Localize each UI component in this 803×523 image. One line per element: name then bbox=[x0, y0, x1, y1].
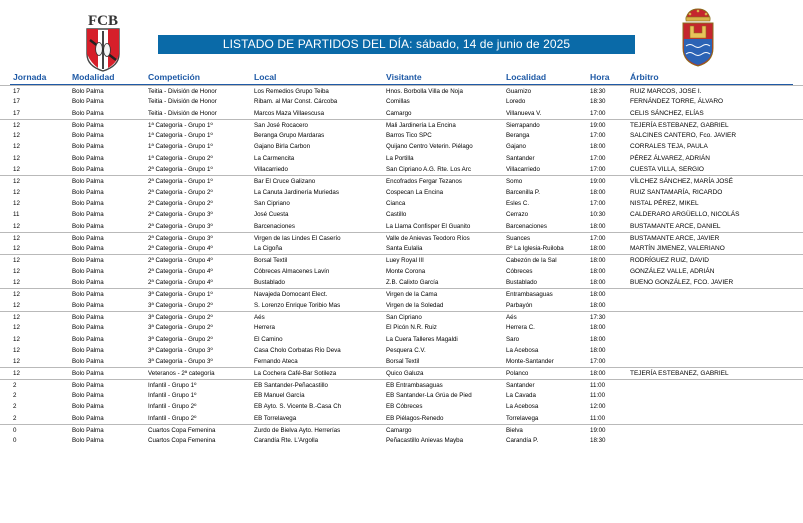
competicion-cell: 2ª Categoría - Grupo 4º bbox=[148, 245, 213, 253]
arbitro-cell: SALCINES CANTERO, Fco. JAVIER bbox=[630, 132, 737, 140]
jornada-cell: 12 bbox=[13, 324, 20, 332]
visitor-team-cell: Luey Royal III bbox=[386, 257, 424, 265]
fcb-logo bbox=[78, 10, 128, 72]
table-row bbox=[0, 345, 803, 356]
hora-cell: 18:00 bbox=[590, 335, 606, 343]
localidad-cell: Sierrapando bbox=[506, 121, 540, 129]
competicion-cell: Infantil - Grupo 2º bbox=[148, 414, 197, 422]
arbitro-cell: TEJERÍA ESTEBANEZ, GABRIEL bbox=[630, 370, 729, 378]
modalidad-cell: Bolo Palma bbox=[72, 335, 104, 343]
localidad-cell: Carandía P. bbox=[506, 437, 539, 445]
localidad-cell: Torrelavega bbox=[506, 414, 539, 422]
hora-cell: 18:00 bbox=[590, 143, 606, 151]
jornada-cell: 12 bbox=[13, 178, 20, 186]
hora-cell: 18:30 bbox=[590, 98, 606, 106]
hora-cell: 11:00 bbox=[590, 381, 606, 389]
hora-cell: 18:00 bbox=[590, 279, 606, 287]
localidad-cell: Villanueva V. bbox=[506, 109, 542, 117]
arbitro-cell: PÉREZ ÁLVAREZ, ADRIÁN bbox=[630, 154, 710, 162]
localidad-cell: Herrera C. bbox=[506, 324, 535, 332]
localidad-cell: Saro bbox=[506, 335, 520, 343]
table-row bbox=[0, 334, 803, 345]
jornada-cell: 12 bbox=[13, 188, 20, 196]
hora-cell: 18:00 bbox=[590, 324, 606, 332]
table-row bbox=[0, 187, 803, 198]
table-row bbox=[0, 130, 803, 141]
table-row bbox=[0, 300, 803, 311]
competicion-cell: Cuartos Copa Femenina bbox=[148, 426, 216, 434]
jornada-cell: 2 bbox=[13, 381, 17, 389]
hora-cell: 17:00 bbox=[590, 199, 606, 207]
table-row bbox=[0, 221, 803, 232]
local-team-cell: Fernando Ateca bbox=[254, 358, 298, 366]
table-row bbox=[0, 277, 803, 288]
header-arbitro: Árbitro bbox=[630, 72, 659, 82]
modalidad-cell: Bolo Palma bbox=[72, 346, 104, 354]
visitor-team-cell: Mali Jardinería La Encina bbox=[386, 121, 456, 129]
localidad-cell: Monte-Santander bbox=[506, 358, 554, 366]
visitor-team-cell: Castillo bbox=[386, 211, 407, 219]
competicion-cell: 1ª Categoría - Grupo 1º bbox=[148, 143, 213, 151]
modalidad-cell: Bolo Palma bbox=[72, 392, 104, 400]
hora-cell: 10:30 bbox=[590, 211, 606, 219]
local-team-cell: La Carmencita bbox=[254, 154, 295, 162]
competicion-cell: Infantil - Grupo 1º bbox=[148, 381, 197, 389]
jornada-cell: 12 bbox=[13, 313, 20, 321]
competicion-cell: 3ª Categoría - Grupo 1º bbox=[148, 291, 213, 299]
hora-cell: 19:00 bbox=[590, 121, 606, 129]
table-row bbox=[0, 85, 803, 96]
matches-table bbox=[0, 85, 803, 447]
visitor-team-cell: Santa Eulalia bbox=[386, 245, 423, 253]
local-team-cell: Barcenaciones bbox=[254, 222, 295, 230]
header-hora: Hora bbox=[590, 72, 610, 82]
localidad-cell: Guarnizo bbox=[506, 88, 532, 95]
arbitro-cell: RODRÍGUEZ RUIZ, DAVID bbox=[630, 257, 709, 265]
table-row bbox=[0, 175, 803, 186]
competicion-cell: 2ª Categoría - Grupo 3º bbox=[148, 222, 213, 230]
local-team-cell: Bustablado bbox=[254, 279, 285, 287]
hora-cell: 18:30 bbox=[590, 88, 606, 95]
visitor-team-cell: San Cipriano A.G. Rte. Los Arc bbox=[386, 166, 471, 174]
localidad-cell: La Acebosa bbox=[506, 346, 539, 354]
local-team-cell: EB Torrelavega bbox=[254, 414, 297, 422]
table-row bbox=[0, 232, 803, 243]
table-row bbox=[0, 379, 803, 390]
competicion-cell: 2ª Categoría - Grupo 1º bbox=[148, 166, 213, 174]
competicion-cell: 2ª Categoría - Grupo 3º bbox=[148, 234, 213, 242]
header-local: Local bbox=[254, 72, 277, 82]
jornada-cell: 12 bbox=[13, 291, 20, 299]
table-row bbox=[0, 266, 803, 277]
competicion-cell: 2ª Categoría - Grupo 2º bbox=[148, 199, 213, 207]
modalidad-cell: Bolo Palma bbox=[72, 381, 104, 389]
modalidad-cell: Bolo Palma bbox=[72, 222, 104, 230]
modalidad-cell: Bolo Palma bbox=[72, 267, 104, 275]
visitor-team-cell: Z.B. Calixto García bbox=[386, 279, 439, 287]
modalidad-cell: Bolo Palma bbox=[72, 132, 104, 140]
hora-cell: 11:00 bbox=[590, 414, 606, 422]
competicion-cell: Infantil - Grupo 2º bbox=[148, 403, 197, 411]
visitor-team-cell: La Portilla bbox=[386, 154, 414, 162]
local-team-cell: Navajeda Domocant Elect. bbox=[254, 291, 328, 299]
table-row bbox=[0, 288, 803, 299]
jornada-cell: 12 bbox=[13, 279, 20, 287]
arbitro-cell: BUENO GONZÁLEZ, FCO. JAVIER bbox=[630, 279, 734, 287]
local-team-cell: Virgen de las Lindes El Caserío bbox=[254, 234, 341, 242]
modalidad-cell: Bolo Palma bbox=[72, 370, 104, 378]
table-row bbox=[0, 108, 803, 119]
competicion-cell: 1ª Categoría - Grupo 1º bbox=[148, 121, 213, 129]
competicion-cell: 3ª Categoría - Grupo 2º bbox=[148, 324, 213, 332]
table-row bbox=[0, 164, 803, 175]
jornada-cell: 12 bbox=[13, 335, 20, 343]
arbitro-cell: FERNÁNDEZ TORRE, ÁLVARO bbox=[630, 98, 724, 106]
localidad-cell: Entrambasaguas bbox=[506, 291, 553, 299]
jornada-cell: 12 bbox=[13, 222, 20, 230]
localidad-cell: La Acebosa bbox=[506, 403, 539, 411]
local-team-cell: José Cuesta bbox=[254, 211, 289, 219]
table-row bbox=[0, 413, 803, 424]
table-row bbox=[0, 243, 803, 254]
modalidad-cell: Bolo Palma bbox=[72, 234, 104, 242]
localidad-cell: Cabezón de la Sal bbox=[506, 257, 557, 265]
localidad-cell: Barcenaciones bbox=[506, 222, 547, 230]
visitor-team-cell: Borsal Textil bbox=[386, 358, 420, 366]
jornada-cell: 2 bbox=[13, 414, 17, 422]
local-team-cell: Zurdo de Bielva Ayto. Herrerías bbox=[254, 426, 341, 434]
competicion-cell: 1ª Categoría - Grupo 2º bbox=[148, 154, 213, 162]
localidad-cell: Santander bbox=[506, 154, 535, 162]
local-team-cell: Villacarriedo bbox=[254, 166, 288, 174]
local-team-cell: La Cochera Café-Bar Sotileza bbox=[254, 370, 337, 378]
visitor-team-cell: Camargo bbox=[386, 109, 412, 117]
arbitro-cell: CALDERARO ARGÜELLO, NICOLÁS bbox=[630, 211, 740, 219]
table-row bbox=[0, 198, 803, 209]
hora-cell: 18:00 bbox=[590, 346, 606, 354]
local-team-cell: EB Santander-Peñacastillo bbox=[254, 381, 328, 389]
visitor-team-cell: San Cipriano bbox=[386, 313, 422, 321]
hora-cell: 18:00 bbox=[590, 267, 606, 275]
table-row bbox=[0, 96, 803, 107]
jornada-cell: 12 bbox=[13, 132, 20, 140]
header-visitante: Visitante bbox=[386, 72, 422, 82]
visitor-team-cell: Virgen de la Soledad bbox=[386, 301, 444, 309]
visitor-team-cell: Hnos. Borbolla Villa de Noja bbox=[386, 88, 463, 95]
modalidad-cell: Bolo Palma bbox=[72, 291, 104, 299]
jornada-cell: 0 bbox=[13, 426, 17, 434]
jornada-cell: 12 bbox=[13, 143, 20, 151]
table-row bbox=[0, 356, 803, 367]
local-team-cell: Aés bbox=[254, 313, 265, 321]
table-row bbox=[0, 401, 803, 412]
modalidad-cell: Bolo Palma bbox=[72, 154, 104, 162]
localidad-cell: Cóbreces bbox=[506, 267, 533, 275]
local-team-cell: Marcos Maza Villaescusa bbox=[254, 109, 325, 117]
local-team-cell: La Canuta Jardinería Muriedas bbox=[254, 188, 339, 196]
hora-cell: 18:00 bbox=[590, 257, 606, 265]
modalidad-cell: Bolo Palma bbox=[72, 166, 104, 174]
localidad-cell: Santander bbox=[506, 381, 535, 389]
arbitro-cell: MARTÍN JIMENEZ, VALERIANO bbox=[630, 245, 725, 253]
arbitro-cell: CELIS SÁNCHEZ, ELÍAS bbox=[630, 109, 704, 117]
visitor-team-cell: Quijano Centro Veterin. Piélago bbox=[386, 143, 473, 151]
competicion-cell: Veteranos - 2ª categoría bbox=[148, 370, 215, 378]
hora-cell: 18:00 bbox=[590, 301, 606, 309]
visitor-team-cell: Monte Corona bbox=[386, 267, 426, 275]
hora-cell: 18:00 bbox=[590, 245, 606, 253]
hora-cell: 18:00 bbox=[590, 291, 606, 299]
header-jornada: Jornada bbox=[13, 72, 47, 82]
hora-cell: 19:00 bbox=[590, 178, 606, 186]
table-row bbox=[0, 424, 803, 435]
localidad-cell: Cerrazo bbox=[506, 211, 529, 219]
modalidad-cell: Bolo Palma bbox=[72, 403, 104, 411]
table-row bbox=[0, 209, 803, 220]
modalidad-cell: Bolo Palma bbox=[72, 358, 104, 366]
competicion-cell: 3ª Categoría - Grupo 2º bbox=[148, 313, 213, 321]
localidad-cell: Polanco bbox=[506, 370, 529, 378]
modalidad-cell: Bolo Palma bbox=[72, 121, 104, 129]
competicion-cell: 2ª Categoría - Grupo 1º bbox=[148, 178, 213, 186]
modalidad-cell: Bolo Palma bbox=[72, 188, 104, 196]
localidad-cell: Bielva bbox=[506, 426, 523, 434]
arbitro-cell: BUSTAMANTE ARCE, JAVIER bbox=[630, 234, 720, 242]
local-team-cell: EB Manuel García bbox=[254, 392, 305, 400]
local-team-cell: San José Rocacero bbox=[254, 121, 308, 129]
page-title: LISTADO DE PARTIDOS DEL DÍA: sábado, 14 de junio de 2025 bbox=[158, 35, 635, 54]
visitor-team-cell: EB Piélagos-Renedo bbox=[386, 414, 444, 422]
modalidad-cell: Bolo Palma bbox=[72, 426, 104, 434]
hora-cell: 17:30 bbox=[590, 313, 606, 321]
arbitro-cell: BUSTAMANTE ARCE, DANIEL bbox=[630, 222, 721, 230]
jornada-cell: 0 bbox=[13, 437, 17, 445]
table-row bbox=[0, 119, 803, 130]
jornada-cell: 12 bbox=[13, 121, 20, 129]
visitor-team-cell: La Llama Confisper El Guanito bbox=[386, 222, 471, 230]
modalidad-cell: Bolo Palma bbox=[72, 143, 104, 151]
local-team-cell: Herrera bbox=[254, 324, 275, 332]
local-team-cell: Carandía Rte. L'Argolla bbox=[254, 437, 319, 445]
table-row bbox=[0, 367, 803, 378]
table-row bbox=[0, 435, 803, 446]
competicion-cell: 3ª Categoría - Grupo 3º bbox=[148, 358, 213, 366]
visitor-team-cell: Cianca bbox=[386, 199, 406, 207]
localidad-cell: Gajano bbox=[506, 143, 526, 151]
coat-of-arms-icon bbox=[678, 6, 718, 68]
jornada-cell: 12 bbox=[13, 234, 20, 242]
localidad-cell: Loredo bbox=[506, 98, 526, 106]
jornada-cell: 12 bbox=[13, 154, 20, 162]
hora-cell: 17:00 bbox=[590, 109, 606, 117]
modalidad-cell: Bolo Palma bbox=[72, 199, 104, 207]
hora-cell: 18:30 bbox=[590, 437, 606, 445]
jornada-cell: 17 bbox=[13, 88, 20, 95]
hora-cell: 17:00 bbox=[590, 234, 606, 242]
local-team-cell: Bar El Cruce Galizano bbox=[254, 178, 316, 186]
modalidad-cell: Bolo Palma bbox=[72, 178, 104, 186]
jornada-cell: 12 bbox=[13, 301, 20, 309]
modalidad-cell: Bolo Palma bbox=[72, 301, 104, 309]
table-row bbox=[0, 254, 803, 265]
modalidad-cell: Bolo Palma bbox=[72, 98, 104, 106]
jornada-cell: 12 bbox=[13, 166, 20, 174]
hora-cell: 17:00 bbox=[590, 132, 606, 140]
visitor-team-cell: Valle de Anievas Teodoro Ríos bbox=[386, 234, 470, 242]
visitor-team-cell: Cospecan La Encina bbox=[386, 188, 444, 196]
arbitro-cell: CORRALES TEJA, PAULA bbox=[630, 143, 708, 151]
visitor-team-cell: Barros Tico SPC bbox=[386, 132, 432, 140]
hora-cell: 19:00 bbox=[590, 426, 606, 434]
competicion-cell: Teitia - División de Honor bbox=[148, 98, 217, 106]
competicion-cell: 3ª Categoría - Grupo 3º bbox=[148, 346, 213, 354]
local-team-cell: Los Remedios Grupo Teiba bbox=[254, 88, 329, 95]
local-team-cell: S. Lorenzo Enrique Toribio Mas bbox=[254, 301, 341, 309]
competicion-cell: Teitia - División de Honor bbox=[148, 109, 217, 117]
competicion-cell: 2ª Categoría - Grupo 4º bbox=[148, 257, 213, 265]
localidad-cell: Bustablado bbox=[506, 279, 537, 287]
local-team-cell: Cóbreces Almacenes Lavín bbox=[254, 267, 330, 275]
table-row bbox=[0, 311, 803, 322]
local-team-cell: EB Ayto. S. Vicente B.-Casa Ch bbox=[254, 403, 342, 411]
local-team-cell: El Camino bbox=[254, 335, 283, 343]
localidad-cell: Esles C. bbox=[506, 199, 530, 207]
jornada-cell: 17 bbox=[13, 109, 20, 117]
hora-cell: 18:00 bbox=[590, 370, 606, 378]
visitor-team-cell: EB Santander-La Grúa de Pied bbox=[386, 392, 472, 400]
hora-cell: 12:00 bbox=[590, 403, 606, 411]
jornada-cell: 12 bbox=[13, 346, 20, 354]
modalidad-cell: Bolo Palma bbox=[72, 414, 104, 422]
local-team-cell: Casa Cholo Corbatas Río Deva bbox=[254, 346, 341, 354]
jornada-cell: 2 bbox=[13, 392, 17, 400]
visitor-team-cell: Encofrados Fergar Tezanos bbox=[386, 178, 462, 186]
localidad-cell: Parbayón bbox=[506, 301, 533, 309]
competicion-cell: Teitia - División de Honor bbox=[148, 88, 217, 95]
modalidad-cell: Bolo Palma bbox=[72, 279, 104, 287]
visitor-team-cell: Peñacastillo Anievas Mayba bbox=[386, 437, 464, 445]
arbitro-cell: RUIZ SANTAMARÍA, RICARDO bbox=[630, 188, 723, 196]
header-localidad: Localidad bbox=[506, 72, 547, 82]
local-team-cell: San Cipriano bbox=[254, 199, 290, 207]
competicion-cell: 3ª Categoría - Grupo 2º bbox=[148, 301, 213, 309]
hora-cell: 18:00 bbox=[590, 188, 606, 196]
visitor-team-cell: EB Cóbreces bbox=[386, 403, 423, 411]
hora-cell: 18:00 bbox=[590, 222, 606, 230]
arbitro-cell: RUIZ MARCOS, JOSE I. bbox=[630, 88, 702, 95]
localidad-cell: Bº La Iglesia-Ruiloba bbox=[506, 245, 564, 253]
localidad-cell: Suances bbox=[506, 234, 531, 242]
modalidad-cell: Bolo Palma bbox=[72, 245, 104, 253]
arbitro-cell: GONZÁLEZ VALLE, ADRIÁN bbox=[630, 267, 715, 275]
jornada-cell: 12 bbox=[13, 267, 20, 275]
table-header bbox=[0, 70, 803, 84]
hora-cell: 17:00 bbox=[590, 154, 606, 162]
visitor-team-cell: EB Entrambasaguas bbox=[386, 381, 443, 389]
visitor-team-cell: Camargo bbox=[386, 426, 412, 434]
arbitro-cell: TEJERÍA ESTEBANEZ, GABRIEL bbox=[630, 121, 729, 129]
arbitro-cell: VÍLCHEZ SÁNCHEZ, MARÍA JOSÉ bbox=[630, 178, 733, 186]
local-team-cell: Borsal Textil bbox=[254, 257, 288, 265]
competicion-cell: 2ª Categoría - Grupo 4º bbox=[148, 279, 213, 287]
hora-cell: 17:00 bbox=[590, 166, 606, 174]
header-competicion: Competición bbox=[148, 72, 201, 82]
competicion-cell: Infantil - Grupo 1º bbox=[148, 392, 197, 400]
hora-cell: 17:00 bbox=[590, 358, 606, 366]
fcb-logo-text: FCB bbox=[88, 13, 118, 29]
modalidad-cell: Bolo Palma bbox=[72, 109, 104, 117]
visitor-team-cell: El Picón N.R. Ruiz bbox=[386, 324, 437, 332]
competicion-cell: 3ª Categoría - Grupo 2º bbox=[148, 335, 213, 343]
modalidad-cell: Bolo Palma bbox=[72, 88, 104, 95]
visitor-team-cell: Comillas bbox=[386, 98, 410, 106]
jornada-cell: 12 bbox=[13, 370, 20, 378]
table-row bbox=[0, 141, 803, 152]
arbitro-cell: CUESTA VILLA, SERGIO bbox=[630, 166, 704, 174]
localidad-cell: Somo bbox=[506, 178, 523, 186]
modalidad-cell: Bolo Palma bbox=[72, 313, 104, 321]
modalidad-cell: Bolo Palma bbox=[72, 437, 104, 445]
jornada-cell: 2 bbox=[13, 403, 17, 411]
jornada-cell: 17 bbox=[13, 98, 20, 106]
jornada-cell: 12 bbox=[13, 199, 20, 207]
jornada-cell: 12 bbox=[13, 257, 20, 265]
modalidad-cell: Bolo Palma bbox=[72, 324, 104, 332]
competicion-cell: 2ª Categoría - Grupo 2º bbox=[148, 188, 213, 196]
local-team-cell: Ribam. al Mar Const. Cárcoba bbox=[254, 98, 338, 106]
local-team-cell: La Cigoña bbox=[254, 245, 283, 253]
competicion-cell: 1ª Categoría - Grupo 1º bbox=[148, 132, 213, 140]
competicion-cell: Cuartos Copa Femenina bbox=[148, 437, 216, 445]
competicion-cell: 2ª Categoría - Grupo 3º bbox=[148, 211, 213, 219]
localidad-cell: Beranga bbox=[506, 132, 530, 140]
visitor-team-cell: Pesquera C.V. bbox=[386, 346, 426, 354]
visitor-team-cell: Quico Galuza bbox=[386, 370, 424, 378]
modalidad-cell: Bolo Palma bbox=[72, 257, 104, 265]
hora-cell: 11:00 bbox=[590, 392, 606, 400]
table-row bbox=[0, 322, 803, 333]
arbitro-cell: NISTAL PÉREZ, MIKEL bbox=[630, 199, 699, 207]
table-row bbox=[0, 153, 803, 164]
header-modalidad: Modalidad bbox=[72, 72, 115, 82]
visitor-team-cell: La Cuera Talleres Magaldi bbox=[386, 335, 458, 343]
jornada-cell: 12 bbox=[13, 245, 20, 253]
table-row bbox=[0, 390, 803, 401]
localidad-cell: Aés bbox=[506, 313, 517, 321]
modalidad-cell: Bolo Palma bbox=[72, 211, 104, 219]
localidad-cell: Villacarriedo bbox=[506, 166, 540, 174]
localidad-cell: Barcenilla P. bbox=[506, 188, 540, 196]
local-team-cell: Beranga Grupo Mardaras bbox=[254, 132, 325, 140]
competicion-cell: 2ª Categoría - Grupo 4º bbox=[148, 267, 213, 275]
local-team-cell: Gajano Birla Carbon bbox=[254, 143, 311, 151]
localidad-cell: La Cavada bbox=[506, 392, 536, 400]
jornada-cell: 12 bbox=[13, 358, 20, 366]
visitor-team-cell: Virgen de la Cama bbox=[386, 291, 438, 299]
jornada-cell: 11 bbox=[13, 211, 20, 219]
